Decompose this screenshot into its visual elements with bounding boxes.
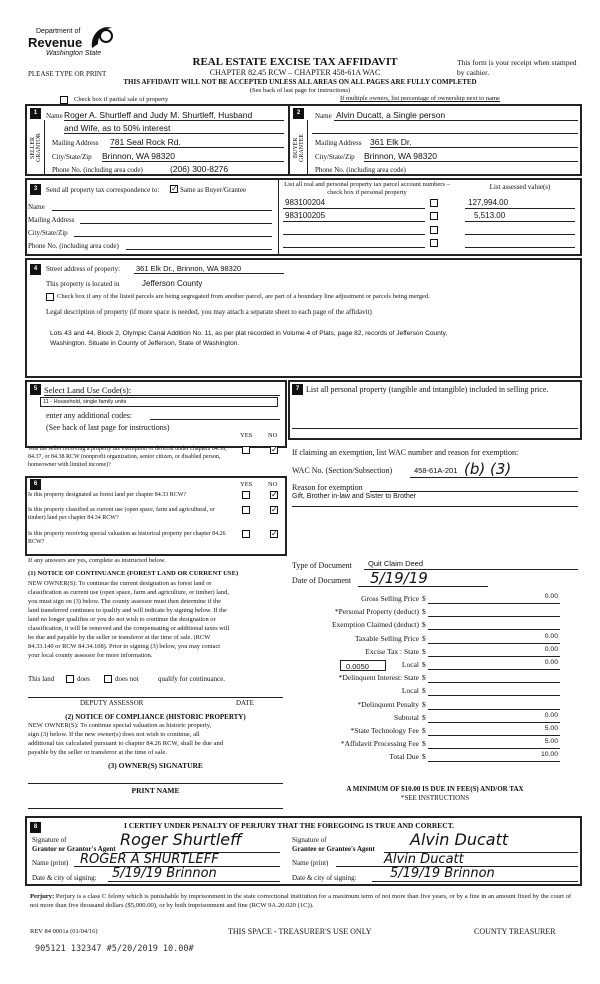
corr-city-label: City/State/Zip (28, 229, 68, 237)
tax-row-value[interactable]: 5.00 (544, 725, 558, 732)
section-7-badge: 7 (292, 384, 303, 395)
parcel-2[interactable]: 983100205 (285, 211, 326, 220)
does-checkbox[interactable] (66, 675, 74, 683)
land-use-value: 11 - Household, single family units (43, 399, 127, 405)
notice1-line-6: classification, it will be removed and the compensating or additional taxes will (28, 625, 230, 632)
grantor-name-field[interactable]: ROGER A SHURTLEFF (80, 852, 219, 867)
s6-q1-no[interactable]: ✓ (271, 490, 278, 499)
additional-codes-label: enter any additional codes: (46, 411, 132, 420)
tax-row-dollar: $ (422, 660, 426, 669)
grantee-sig-label-2: Grantee or Grantee's Agent (292, 845, 375, 853)
notice1-line-9: your local county assessor for more information. (28, 652, 153, 659)
same-as-buyer-label: Same as Buyer/Grantee (180, 186, 247, 194)
tax-row-label: *Affidavit Processing Fee (340, 739, 419, 748)
rev-number: REV 84 0001a (01/04/16) (30, 928, 98, 935)
tax-row-value[interactable]: 5.00 (544, 738, 558, 745)
grantor-sig-label-1: Signature of (32, 836, 67, 844)
grantee-name-label: Name (print) (292, 859, 329, 867)
grantor-date-label: Date & city of signing: (32, 874, 97, 882)
tax-row-value[interactable]: 0.00 (544, 593, 558, 600)
s5-q1-no[interactable]: ✓ (271, 445, 278, 454)
seller-name-field[interactable]: Roger A. Shurtleff and Judy M. Shurtleff, Husband (64, 110, 253, 120)
section-5-badge: 5 (30, 384, 41, 395)
notice2-title: (2) NOTICE OF COMPLIANCE (HISTORIC PROPERTY) (65, 713, 246, 721)
tax-row-label: Local (401, 686, 419, 695)
notice1-line-7: be due and payable by the seller or transferor at the time of sale. (RCW (28, 634, 211, 641)
wac-field[interactable]: 458-61A-201 (414, 466, 458, 475)
buyer-name-label: Name (315, 112, 332, 120)
tax-row-dollar: $ (422, 607, 426, 616)
form-title: REAL ESTATE EXCISE TAX AFFIDAVIT (192, 56, 398, 68)
wac-label: WAC No. (Section/Subsection) (292, 466, 393, 475)
segregated-label: Check box if any of the listed parcels are being segregated from another parcel, are part of a boundary line adjustment or parcels being merged. (57, 293, 430, 300)
see-instructions: *SEE INSTRUCTIONS (400, 794, 470, 802)
grantee-date-label: Date & city of signing: (292, 874, 357, 882)
dept-line3: Washington State (46, 50, 102, 57)
send-correspondence-label: Send all property tax correspondence to: (46, 186, 160, 194)
tax-row-value[interactable]: 0.00 (544, 659, 558, 666)
form-chapter: CHAPTER 82.45 RCW – CHAPTER 458-61A WAC (209, 68, 381, 77)
s6-q1-yes[interactable] (242, 491, 250, 499)
grantee-date-field[interactable]: 5/19/19 Brinnon (390, 866, 495, 881)
does-not-label: does not (115, 675, 139, 683)
s5-yes: YES (240, 432, 253, 439)
grantee-sig-label-1: Signature of (292, 836, 327, 844)
tax-row-label: *State Technology Fee (350, 726, 419, 735)
section-3-badge: 3 (30, 184, 41, 195)
date-label: DATE (236, 699, 254, 707)
parcel-3-checkbox[interactable] (430, 226, 438, 234)
notice1-title: (1) NOTICE OF CONTINUANCE (FOREST LAND OR CURRENT USE) (28, 570, 239, 577)
s6-q3-yes[interactable] (242, 530, 250, 538)
tax-row-label: Exemption Claimed (deduct) (331, 620, 419, 629)
tax-row-dollar: $ (422, 620, 426, 629)
does-label: does (77, 675, 90, 683)
county-treasurer: COUNTY TREASURER (474, 927, 556, 936)
land-use-field[interactable] (40, 397, 278, 407)
s6-q2-yes[interactable] (242, 506, 250, 514)
exemption-label: If claiming an exemption, list WAC number and reason for exemption: (292, 448, 519, 457)
grantee-name-field[interactable]: Alvin Ducatt (384, 852, 464, 867)
legal-label: Legal description of property (if more space is needed, you may attach a separate sheet to each page of the affidavit) (46, 308, 372, 316)
reason-label: Reason for exemption (292, 483, 363, 492)
s6-q3-no[interactable]: ✓ (271, 529, 278, 538)
tax-row-label: Total Due (389, 752, 419, 761)
section-4-badge: 4 (30, 264, 41, 275)
parcel-header: List all real and personal property tax parcel account numbers – check box if personal property (284, 181, 450, 196)
notice1-line-2: classification as current use (open space, farm and agriculture, or timber) land, (28, 589, 229, 596)
corr-phone-label: Phone No. (including area code) (28, 242, 119, 250)
same-as-buyer-checkbox[interactable]: ✓ (171, 184, 178, 193)
perjury-text: Perjury is a class C felony which is punishable by imprisonment in the state correctional institution for a maximum term of not more than five years, or by a fine in an amount fixed by the court of not more than five thousand dollars ($5,000.00), or by both imprisonment and fine (RCW 9A.20.020 (1C)). (30, 893, 572, 909)
tax-row-value[interactable]: 0.00 (544, 646, 558, 653)
buyer-side-label: BUYER GRANTEE (293, 134, 305, 162)
dept-line1: Department of (36, 28, 81, 35)
land-use-label: Select Land Use Code(s): (44, 385, 132, 395)
seller-phone-label: Phone No. (including area code) (52, 166, 143, 174)
s6-q2: Is this property classified as current use (open space, farm and agricultural, or timber) land per chapter 84.34 RCW? (28, 507, 215, 521)
tax-row-label: Gross Selling Price (361, 594, 419, 603)
notice2-line-2: sign (3) below. If the new owner(s) does not wish to continue, all (28, 731, 200, 738)
located-field[interactable]: Jefferson County (142, 279, 203, 288)
seller-name-label: Name (46, 112, 63, 120)
minimum-note: A MINIMUM OF $10.00 IS DUE IN FEE(S) AND/OR TAX (346, 785, 524, 793)
tax-row-label: Local (401, 660, 419, 669)
dor-logo (28, 14, 123, 64)
deputy-assessor-label: DEPUTY ASSESSOR (80, 699, 144, 707)
seller-mailing-label: Mailing Address (52, 139, 99, 147)
personal-property-label: List all personal property (tangible and intangible) included in selling price. (306, 385, 549, 394)
partial-sale-label: Check box if partial sale of property (74, 96, 169, 103)
tax-row-dollar: $ (422, 752, 426, 761)
notice1-line-4: land transferred continues to qualify and will indicate by signing below. If the (28, 607, 227, 614)
tax-row-label: Excise Tax : State (365, 647, 419, 656)
grantee-signature[interactable]: Alvin Ducatt (410, 830, 509, 849)
grantor-sig-label-2: Grantor or Grantor's Agent (32, 845, 116, 853)
does-not-checkbox[interactable] (104, 675, 112, 683)
buyer-city-field[interactable]: Brinnon, WA 98320 (364, 151, 437, 161)
value-header: List assessed value(s) (489, 183, 551, 191)
s5-no: NO (268, 432, 278, 439)
tax-row-dollar: $ (422, 713, 426, 722)
s6-q1: Is this property designated as forest land per chapter 84.33 RCW? (28, 492, 187, 498)
doc-type-field[interactable]: Quit Claim Deed (368, 559, 424, 568)
section-8-badge: 8 (30, 822, 41, 833)
tax-row-label: *Personal Property (deduct) (334, 607, 419, 616)
seller-name-field-2[interactable]: and Wife, as to 50% interest (64, 123, 171, 133)
s6-no: NO (268, 481, 278, 488)
buyer-name-field[interactable]: Alvin Ducatt, a Single person (336, 110, 446, 120)
notice2-line-4: payable by the seller or transferor at the time of sale. (28, 749, 167, 756)
tax-row-value[interactable]: 0.00 (544, 712, 558, 719)
s5-q1: Was the seller receiving a property tax exemption or deferral under chapters 84.36, 84.37, or 84.38 RCW (nonprofit organization, senior citizen, or disabled person, homeowner with limited income)? (28, 446, 227, 468)
notice1-line-1: NEW OWNER(S): To continue the current designation as forest land or (28, 580, 212, 587)
partial-sale-checkbox[interactable] (60, 96, 68, 104)
value-2[interactable]: 5,513.00 (474, 211, 506, 220)
warning-text: THIS AFFIDAVIT WILL NOT BE ACCEPTED UNLESS ALL AREAS ON ALL PAGES ARE FULLY COMPLETED (123, 78, 477, 86)
s6-q2-no[interactable]: ✓ (271, 505, 278, 514)
legal-line-1[interactable]: Lots 43 and 44, Block 2, Olympic Canal Addition No. 11, as per plat recorded in Volume 4 of Plats, page 82, records of Jefferson County, (50, 330, 448, 337)
seller-mailing-field[interactable]: 781 Seal Rock Rd. (110, 137, 181, 147)
section-2-badge: 2 (293, 108, 304, 119)
doc-date-field[interactable]: 5/19/19 (370, 569, 428, 587)
tax-row-dollar: $ (422, 634, 426, 643)
parcel-2-checkbox[interactable] (430, 212, 438, 220)
doc-date-label: Date of Document (292, 576, 352, 585)
tax-row-label: Subtotal (393, 713, 419, 722)
notice1-line-3: you must sign on (3) below. The county assessor must then determine if the (28, 598, 221, 605)
dor-swoosh-icon (88, 22, 116, 52)
section-4-box (25, 258, 582, 378)
parcel-4-checkbox[interactable] (430, 239, 438, 247)
section-6-badge: 6 (30, 479, 41, 490)
multiple-owners-label: If multiple owners, list percentage of ownership next to name (340, 95, 500, 102)
tax-row-value[interactable]: 0.00 (544, 633, 558, 640)
buyer-mailing-field[interactable]: 361 Elk Dr. (370, 137, 412, 147)
legal-line-2[interactable]: Washington. Situate in County of Jefferson, State of Washington. (50, 340, 240, 347)
seller-side-label: SELLER GRANTOR (30, 133, 42, 163)
tax-row-label: Taxable Selling Price (354, 634, 419, 643)
perjury-bold: Perjury: (30, 893, 55, 900)
grantor-date-field[interactable]: 5/19/19 Brinnon (112, 866, 217, 881)
corr-mailing-label: Mailing Address (28, 216, 75, 224)
seller-city-field[interactable]: Brinnon, WA 98320 (102, 151, 175, 161)
dept-line2: Revenue (28, 35, 83, 50)
tax-row-dollar: $ (422, 739, 426, 748)
certify-text: I CERTIFY UNDER PENALTY OF PERJURY THAT THE FOREGOING IS TRUE AND CORRECT. (124, 821, 455, 830)
tax-row-value[interactable]: 10.00 (540, 751, 558, 758)
s6-if-yes: If any answers are yes, complete as instructed below. (28, 557, 166, 564)
section5-see-back: (See back of last page for instructions) (46, 423, 170, 432)
treasurer-space: THIS SPACE - TREASURER'S USE ONLY (228, 927, 372, 936)
tax-row-dollar: $ (422, 647, 426, 656)
s6-q3: Is this property receiving special valuation as historical property per chapter 84.26 RCW? (28, 531, 226, 545)
buyer-mailing-label: Mailing Address (315, 139, 362, 147)
print-name-label: PRINT NAME (131, 786, 180, 795)
receipt-note: This form is your receipt when stamped by cashier. (457, 58, 577, 77)
segregated-checkbox[interactable] (46, 293, 54, 301)
section-1-badge: 1 (30, 108, 41, 119)
corr-name-label: Name (28, 203, 45, 211)
parcel-1[interactable]: 983100204 (285, 198, 326, 207)
tax-row-dollar: $ (422, 673, 426, 682)
grantor-name-label: Name (print) (32, 859, 69, 867)
value-1[interactable]: 127,994.00 (468, 198, 509, 207)
notice1-line-5: land no longer qualifies or you do not wish to continue the designation or (28, 616, 216, 623)
tax-row-dollar: $ (422, 726, 426, 735)
located-label: This property is located in (46, 280, 120, 288)
doc-type-label: Type of Document (292, 561, 352, 570)
seller-city-label: City/State/Zip (52, 153, 92, 161)
perjury-notice (30, 892, 580, 910)
seller-phone-field[interactable]: (206) 300-8276 (170, 164, 229, 174)
notice1-line-8: 84.33.140 or RCW 84.34.108). Prior to signing (3) below, you may contact (28, 643, 221, 650)
notice2-line-1: NEW OWNER(S): To continue special valuation as historic property, (28, 722, 212, 729)
tax-row-dollar: $ (422, 700, 426, 709)
this-land-label: This land (28, 675, 55, 683)
tax-row-dollar: $ (422, 594, 426, 603)
grantor-signature[interactable]: Roger Shurtleff (120, 830, 242, 849)
local-rate-box[interactable] (340, 660, 386, 671)
qualify-label: qualify for continuance. (158, 675, 226, 683)
tax-row-dollar: $ (422, 686, 426, 695)
street-label: Street address of property: (46, 265, 121, 273)
local-rate-value: 0.0050 (346, 662, 369, 671)
tax-row-label: *Delinquent Penalty (357, 700, 419, 709)
buyer-city-label: City/State/Zip (315, 153, 355, 161)
s6-yes: YES (240, 481, 253, 488)
treasurer-stamp: 905121 132347 #5/20/2019 10.00# (35, 944, 194, 954)
notice2-line-3: additional tax calculated pursuant to chapter 84.26 RCW, shall be due and (28, 740, 224, 747)
parcel-1-checkbox[interactable] (430, 199, 438, 207)
see-back: (See back of last page for instructions) (249, 87, 351, 94)
street-field[interactable]: 361 Elk Dr., Brinnon, WA 98320 (136, 264, 242, 273)
wac-hand[interactable]: (b) (3) (464, 460, 512, 478)
reason-field[interactable]: Gift, Brother in-law and Sister to Brother (292, 493, 417, 500)
buyer-phone-label: Phone No. (including area code) (315, 166, 406, 174)
tax-row-label: *Delinquent Interest: State (338, 673, 419, 682)
s5-q1-yes[interactable] (242, 446, 250, 454)
owner-signature-label: (3) OWNER(S) SIGNATURE (108, 761, 203, 770)
please-type: PLEASE TYPE OR PRINT (28, 70, 107, 78)
